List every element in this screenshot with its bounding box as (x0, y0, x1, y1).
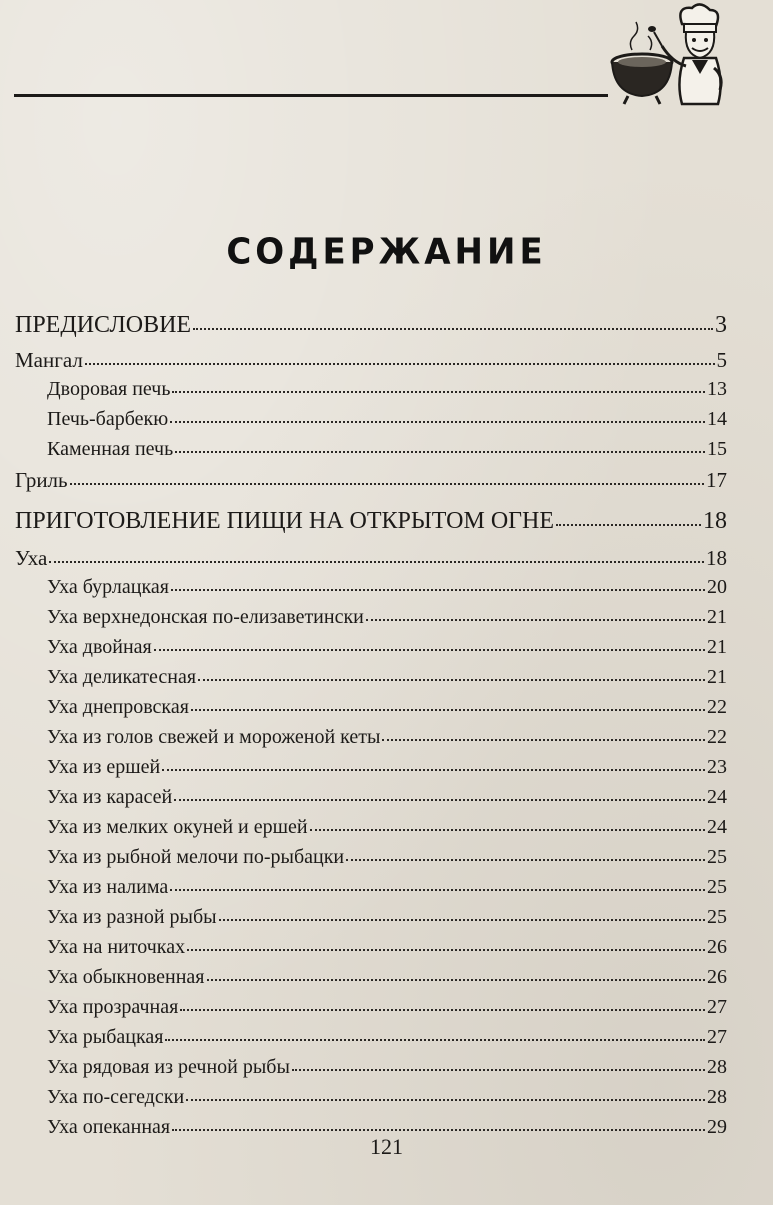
toc-entry-label: Уха деликатесная (47, 666, 197, 688)
toc-entry-label: Уха из мелких окуней и ершей (47, 816, 308, 838)
toc-entry-label: Уха из налима (47, 876, 169, 898)
toc-entry (47, 876, 727, 906)
toc-entry (47, 666, 727, 696)
toc-entry-page: 3 (715, 312, 727, 338)
toc-entry-label: ПРИГОТОВЛЕНИЕ ПИЩИ НА ОТКРЫТОМ ОГНЕ (15, 508, 555, 534)
toc-entry (47, 1086, 727, 1116)
toc-entry (47, 576, 727, 606)
toc-entry-label: Уха рыбацкая (47, 1026, 164, 1048)
toc-leader-dots (172, 391, 705, 393)
toc-entry-page: 21 (707, 666, 727, 688)
toc-entry (47, 756, 727, 786)
toc-entry-page: 5 (716, 348, 727, 372)
toc-entry-page: 25 (707, 846, 727, 868)
toc-leader-dots (175, 451, 705, 453)
toc-entry-label: Уха верхнедонская по-елизаветински (47, 606, 364, 628)
toc-entry-label: Уха двойная (47, 636, 152, 658)
toc-entry-label: Уха из голов свежей и мороженой кеты (47, 726, 381, 748)
toc-leader-dots (382, 739, 705, 741)
toc-entry-page: 26 (707, 966, 727, 988)
toc-entry-page: 28 (707, 1086, 727, 1108)
toc-entry-page: 13 (707, 378, 727, 400)
toc-entry (47, 996, 727, 1026)
toc-entry-label: ПРЕДИСЛОВИЕ (15, 312, 192, 338)
toc-entry (47, 1056, 727, 1086)
toc-entry-page: 29 (707, 1116, 727, 1138)
toc-leader-dots (193, 328, 713, 330)
toc-entry-label: Уха (15, 546, 48, 570)
toc-entry-label: Уха из ершей (47, 756, 161, 778)
toc-entry (15, 468, 727, 498)
toc-entry-label: Дворовая печь (47, 378, 171, 400)
toc-leader-dots (85, 363, 715, 365)
toc-leader-dots (180, 1009, 705, 1011)
toc-leader-dots (70, 483, 704, 485)
toc-entry-label: Уха из карасей (47, 786, 173, 808)
toc-entry-label: Печь-барбекю (47, 408, 169, 430)
toc-entry-label: Уха из рыбной мелочи по-рыбацки (47, 846, 345, 868)
toc-leader-dots (170, 889, 705, 891)
toc-leader-dots (187, 949, 705, 951)
toc-entry-page: 26 (707, 936, 727, 958)
toc-entry (15, 312, 727, 342)
toc-entry-label: Мангал (15, 348, 83, 372)
toc-entry (47, 408, 727, 438)
toc-entry-label: Уха бурлацкая (47, 576, 169, 598)
toc-entry-page: 23 (707, 756, 727, 778)
toc-entry-label: Уха по-сегедски (47, 1086, 185, 1108)
toc-leader-dots (207, 979, 706, 981)
toc-entry-page: 22 (707, 726, 727, 748)
toc-leader-dots (292, 1069, 705, 1071)
toc-leader-dots (172, 1129, 705, 1131)
toc-entry-page: 25 (707, 906, 727, 928)
toc-leader-dots (186, 1099, 705, 1101)
toc-entry-page: 20 (707, 576, 727, 598)
toc-entry-page: 18 (706, 546, 727, 570)
toc-entry-label: Уха рядовая из речной рыбы (47, 1056, 290, 1078)
toc-entry-label: Уха опеканная (47, 1116, 171, 1138)
toc-entry (47, 726, 727, 756)
toc-entry (47, 378, 727, 408)
toc-entry (47, 786, 727, 816)
toc-entry (47, 906, 727, 936)
toc-entry (47, 936, 727, 966)
toc-leader-dots (162, 769, 705, 771)
toc-entry (47, 966, 727, 996)
toc-entry-label: Уха на ниточках (47, 936, 186, 958)
toc-entry (15, 546, 727, 576)
toc-entry-page: 27 (707, 1026, 727, 1048)
toc-entry-page: 18 (703, 508, 727, 534)
toc-entry (15, 348, 727, 378)
toc-entry-page: 21 (707, 606, 727, 628)
toc-entry (15, 508, 727, 538)
toc-leader-dots (170, 421, 705, 423)
toc-leader-dots (49, 561, 704, 563)
toc-leader-dots (310, 829, 705, 831)
toc-entry (47, 636, 727, 666)
toc-entry-page: 17 (706, 468, 727, 492)
toc-leader-dots (174, 799, 705, 801)
toc-entry-page: 28 (707, 1056, 727, 1078)
toc-leader-dots (219, 919, 705, 921)
toc-entry (47, 438, 727, 468)
toc-entry (47, 846, 727, 876)
toc-entry (47, 816, 727, 846)
toc-entry (47, 606, 727, 636)
toc-entry-label: Уха прозрачная (47, 996, 179, 1018)
toc-entry-page: 25 (707, 876, 727, 898)
toc-entry (47, 1026, 727, 1056)
toc-entry-page: 14 (707, 408, 727, 430)
toc-leader-dots (346, 859, 705, 861)
toc-entry (47, 696, 727, 726)
toc-entry-page: 21 (707, 636, 727, 658)
toc-entry-page: 24 (707, 786, 727, 808)
toc-entry-label: Уха днепровская (47, 696, 189, 718)
toc-leader-dots (191, 709, 705, 711)
toc-leader-dots (154, 649, 705, 651)
toc-entry-label: Уха из разной рыбы (47, 906, 217, 928)
toc-leader-dots (198, 679, 705, 681)
toc-leader-dots (165, 1039, 705, 1041)
page-number: 121 (370, 1134, 403, 1159)
toc-entry-page: 22 (707, 696, 727, 718)
toc-leader-dots (556, 524, 701, 526)
toc-leader-dots (366, 619, 705, 621)
toc-entry-page: 15 (707, 438, 727, 460)
toc-entry-page: 24 (707, 816, 727, 838)
toc-entry-label: Уха обыкновенная (47, 966, 205, 988)
toc-entry-label: Каменная печь (47, 438, 174, 460)
toc-entry-label: Гриль (15, 468, 68, 492)
toc-leader-dots (171, 589, 705, 591)
page-title: СОДЕРЖАНИЕ (226, 231, 547, 273)
toc-entry-page: 27 (707, 996, 727, 1018)
